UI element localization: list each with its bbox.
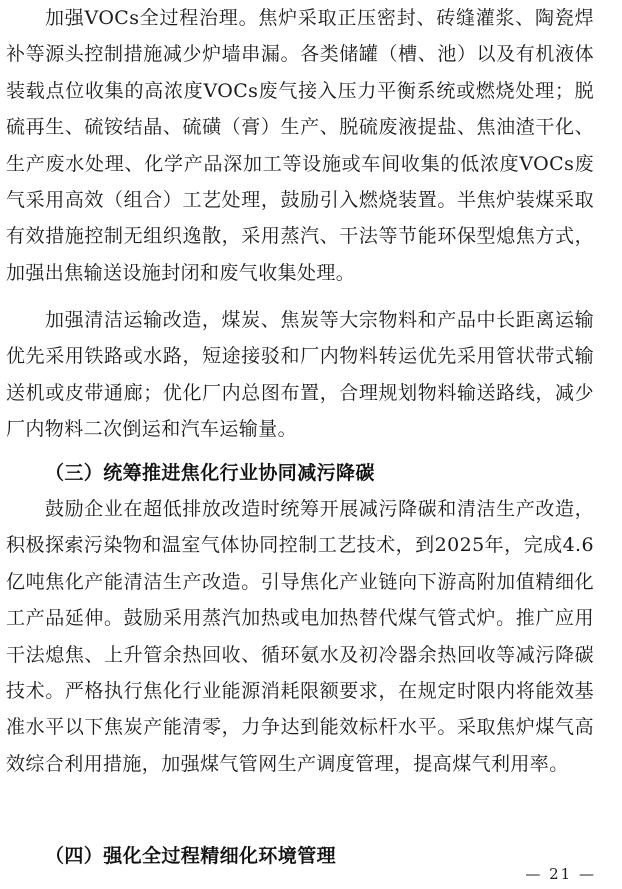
paragraph-carbon-reduction: 鼓励企业在超低排放改造时统筹开展减污降碳和清洁生产改造，积极探索污染物和温室气体协同控制工艺技术，到2025年，完成4.6亿吨焦化产能清洁生产改造。引导焦化产业链向下游高附加值精细化工产品延伸。鼓励采用蒸汽加热或电加热替代煤气管式炉。推广应用干法熄焦、上升管余热回收、循环氨水及初冷器余热回收等减污降碳技术。严格执行焦化行业能源消耗限额要求，在规定时限内将能效基准水平以下焦炭产能清零，力争达到能效标杆水平。采取焦炉煤气高效综合利用措施，加强煤气管网生产调度管理，提高煤气利用率。	[6, 498, 594, 775]
page-number: — 21 —	[525, 865, 596, 883]
paragraph-clean-transport: 加强清洁运输改造，煤炭、焦炭等大宗物料和产品中长距离运输优先采用铁路或水路，短途接驳和厂内物料转运优先采用管状带式输送机或皮带通廊；优化厂内总图布置，合理规划物料输送路线，减少厂内物料二次倒运和汽车运输量。	[6, 309, 594, 441]
section-heading-4: （四）强化全过程精细化环境管理	[45, 845, 337, 867]
section-heading-3: （三）统筹推进焦化行业协同减污降碳	[45, 462, 375, 484]
paragraph-vocs-control: 加强VOCs全过程治理。焦炉采取正压密封、砖缝灌浆、陶瓷焊补等源头控制措施减少炉墙串漏。各类储罐（槽、池）以及有机液体装载点位收集的高浓度VOCs废气接入压力平衡系统或燃烧处理；脱硫再生、硫铵结晶、硫磺（膏）生产、脱硫废液提盐、焦油渣干化、生产废水处理、化学产品深加工等设施或车间收集的低浓度VOCs废气采用高效（组合）工艺处理，鼓励引入燃烧装置。半焦炉装煤采取有效措施控制无组织逸散，采用蒸汽、干法等节能环保型熄焦方式，加强出焦输送设施封闭和废气收集处理。	[6, 7, 594, 284]
